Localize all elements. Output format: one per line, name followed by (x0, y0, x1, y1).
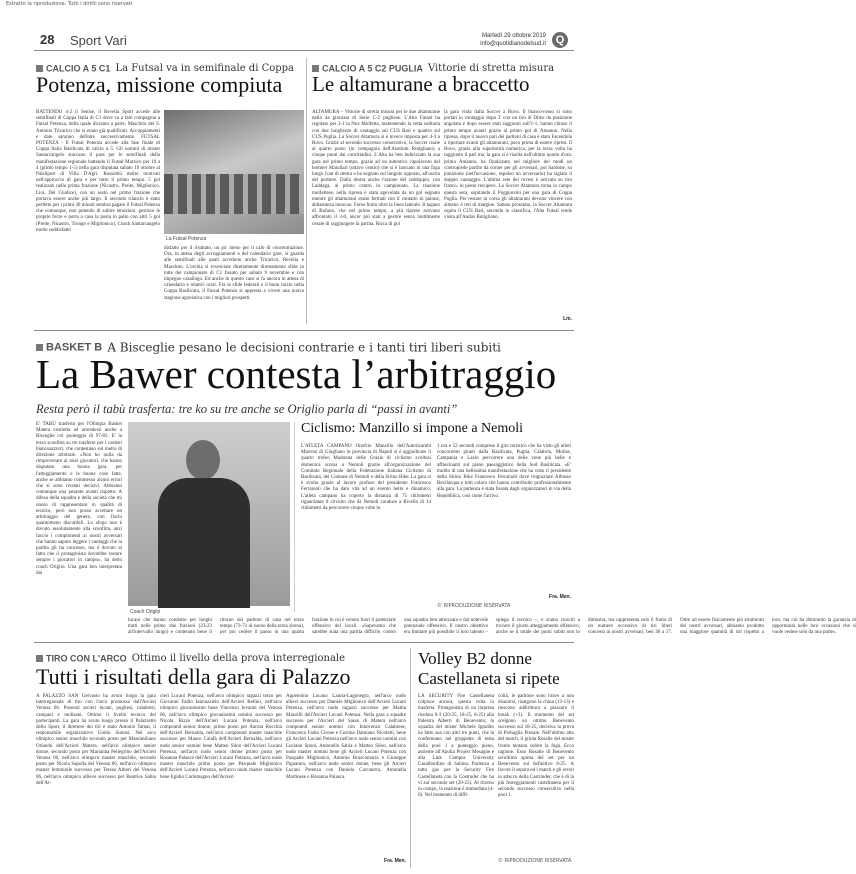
column-divider (410, 648, 411, 868)
square-bullet-icon (312, 65, 319, 72)
story2-body-a: ALTAMURA – Vittorie di stretta misura per le due altamurane nella 4a giornata di Serie C-2 pugliese. L'Alta Futsal ha regolato per 3-1 la Nox Molfetta, mantenendo la vetta solitaria con due lunghezze di vantaggio sul CUS Bari e quattro sul CUS Puglia. La Soccer Altamura si è invece imposta per 4-3 a Ruvo. Grazie al secondo successo consecutivo, la Soccer risale al quarto posto (in compagnia dell'Azetium Rutigliano) a cinque punti dai concittadini. L'Alta ha ben indirizzato la sua gara nel primo tempo, grazie ad un autentico capolavoro del bomber Maiullari (ottavo centro) che si è lanciato in una fuga lungo l'out di destra e ha segnato sul lungolo opposto, all'uscita del portiere. Dalla destra anche l'azione del raddoppio, con Laddaga, al primo centro in campionato. La reazione molfettese, nella ripresa è stata agevolata da un gol segnato mentre gli altamurani erano fermati con il contatto in palone, abbastanza innocuo. Forse finito oltre la linea laterale. Il tagano di Bufano, che nel primo tempo, a più riprese avevano affrontato il 3-0, ancor più stati a gestire senza inutilmente cesale di raggiungere la partita. Ricca di gol (312, 110, 440, 227)
date: Martedì 29 ottobre 2019 (481, 33, 546, 39)
cycling-box (294, 422, 576, 612)
story3-body-mid: lucani che hanno condotto per lunghi tratti nelle prime due frazioni (23-23 all'intervallo lungo) e contenuto bene il ritorno dei padroni di casa nel terzo tempo (73-71 al suono della terza sirena), per poi cedere il passo in una quarta frazione in cui è venuto fuori il potenziale offensivo del locali. «Sapevamo che sarebbe stata una partita difficile, contro una squadra ben attrezzata e dal notevole potenziale offensivo. Il nostro obiettivo era limitare più possibile il loro talento – spiega il tecnico –, e siamo riusciti a trovare il giusto atteggiamento difensivo, anche se il totale dei punti subiti non lo dimostra, ma rappresenta solo il frutto di un numero eccessivo di tiri liberi concessi ai nostri avversari, ben 38 a 17. Oltre ad essere fisicamente più strutturati dei nostri avversari, abbiamo prodotto una maggiore quantità di tiri rispetto a loro, ma ciò ha diminuito la garanzia di opportunità nelle loro occasioni che si vuole vedere solo da una parte». (128, 618, 856, 636)
story1-kicker: CALCIO A 5 C1 (46, 63, 111, 74)
page-number: 28 (40, 32, 55, 47)
story1-caption: La Futsal Potenza (166, 236, 207, 242)
story1-body-left: BATTENDO 4-2 il Senise, il Revelia Sport accede alle semifinali di Coppa Italia di C1 dove va a fare compagnia a Futsal Potenza, della quale diciamo a parte, Maschito del S. Antonio Tricarico che si erano già qualificati. Accoppiamenti e date saranno definite successivamente. FUTSAL POTENZA - Il Futsal Potenza accede alla fase finale di Coppa Italia Basilicata di calcio a 5. Gli uomini di mister Santarcangelo staccano il pass per le semifinali della manifestazione regionale battendo il Futsal Marsico per 10 a 4 (primo tempo 1-5) nella gara disputata sabato 19 ottobre al PalaSport di Villa D'Agri. Rossoblù molto motivati nell'approccio di gara e per tutto il primo tempo. 5 gol realizzati nella prima frazione (Nicastro, Preite, Miglionico, Lioi, Del Giudice), con un sesto nel primo frazione che portava essere anche più largo. Il secondo rilancio è stato perfetto per i primi 30 minuti sembra pagare il Futsal Potenza che comunque, non potendo di subire emozioni, gestisce le proprie forze e porta a casa la posta in palio con altri 5 gol (Preite, Nicastro, Trongo e Miglionico). Coach Santarcangelo molto soddisfatto (36, 110, 160, 233)
cycling-body-b: 1 ora e 52 secondi comprese il giro turistico che ha visto gli atleti concorrenti giunti dalla Basilicata, Puglia, Calabria, Molise, Campania e Lazio percorrere una delle zone più belle e affascinanti sul piano paesaggistico della Sud Basilicata. «E' tradito di una bellissima manifestazione che ha visto il presidente della Sirino Bike Francesco Ferrainoli dove ringraziare Alfonso Bevilacqua e tutti coloro che hanno contribuito professionalmente alla gara. La partenza è stata fissata dagli organizzatori in via della Repubblica, così come l'arrivo. (437, 444, 571, 499)
story1-photo (164, 110, 304, 234)
story4-body-b: cieri Lucani Potenza, nell'arco olimpico ragazzi terzo per Giovanni Fadio Iannuzzielo dell'Arcieri Bellini, nell'arco olimpico giovanissimi bene Vincenzo Iovanni del Venosa 06, nell'arco olimpico giovanissimi uomini successo per Nicola Rizzo dell'Arcieri Lucani Potenza, nell'arco compound senior donne, primo posto per Aurora Rocchia dell'Arcieri Bernalda, nell'arco compound master maschile successo per Mauro Calafà dell'Arcieri Bernalda, nell'arco nudo senior uomini bene Matteo Siloo dell'Arcieri Lucani Potenza, nell'arco nudo senior donne primo posto per Rosanna Palasca dell'Arcieri Lucani Potenza, nell'arco nudo master maschile primo posto per Pasquale Miglionico dell'Arcieri Lucani Potenza, nell'arco nudo master maschile bene Egidio Carlomagno dell'Arcieri (160, 694, 282, 780)
column-divider (306, 58, 307, 324)
story2-body-b: la gara vinta dalla Soccer a Ruvo. Il bianco-rosso si sono portati in vantaggio dopo 2' con un tiro di Dileo da posizione angolata e dopo essere stati raggiunti sull'1-1, hanno chiuso il primo tempo avanti grazie al primo gol di Amanno. Nella ripresa, dopo il nuovo pari dei padroni di casa è stato Facendola a riportare avanti gli altamurani, poco prima di essere ripresi. Il Ruvo, grazie alla superiorità numerica, per la terza volta ha raggiunto il pari ma, la gara si è risolta nell'ultimo quarto d'ora: prima Amanno, ha finalizzato nel migliore dei modi un contropiede partito da corner per gli avversari, poi Sardone, su punizione (nell'occasione, espulso un avversario) ha siglato il doppio vantaggio. L'ultima rete dei ruvesi è arrivata su tiro franco, in pieno recupero. La Soccer Altamura torna in campo questa sera, ospitando il Poggiorsini per una gara di Coppa Puglia. Per restare in corsa gli altamurani devono vincere con almeno 4 reti di margine. Sabato prossimo, la Soccer Altamura ospita il CUS Bari, secondo in classifica, l'Alta Futsal rende visita all'Audax Rutigliano. (444, 110, 572, 221)
section-rule (34, 330, 574, 331)
story4-kicker: TIRO CON L'ARCO (46, 653, 127, 664)
story5-body-b: coltà, le padrone sono brave a non disunirsi, risalgono la china (13-13) e riescono addirittura a piazzare il break (+3). Il momento del set scelgono un ottimo Benevento successo sul 18-25, decisiva la prova di Prebaglia Presale. Nell'ultimo atto del match, il grinta Rosalie del mister fronte tentano subito la fuga. Ecco ragione. Esso Rosalie di Benevento un'ultima spinta del set per un Benevento sul definitivo 8-25. A favore il separa ed i match e gli errori in attacco della Castrinder, che è di la più festeggiamenti castellaneta per il secondo successo consecutivo nella pool 1. (498, 694, 574, 799)
cycling-body-a: L'ATLETA CAMPANO Onofrio Manzillo dell'Autoricambi Marroni di Giugliano in provincia di Napoli si è aggiudicato il quarto trofeo Madonna delle Grazie di ciclismo svoltosi domenica scorsa a Nemoli grazie all'organizzazione del Comitato Regionale della Federazione Italiana Ciclismo di Basilicata, del Comune di Nemoli e della Sirino Bike. La gara si è svolta grazie al lavoro profuso del presidente Francesco Ferrainoli che ha dato vita ad un evento bello e dinamico. L'atleta campano ha coperto la distanza di 75 chilometri riguardante il circuito che da Nemoli conduce a Rivello di 14 chilometri da percorrere cinque volte in (301, 444, 431, 512)
story5-body-a: LA SECURITY Fire Castellaneta colpisce ancora, questa volta in trasferta. Protagonista di un impresa risoluta 0-3 (20-25, 18-25, 8-25) alla Palestra Alberti di Benevento, la squadra del mister Michele Ippolito ha fatto sua con altri tre punti, che la confermano nel gruppetto di testa della pool 1 a punteggio pieno, assieme all'Apulia Project Mesagne e alla Link Campus University Casalbordino di Sabina. Partenza a tutto gas per la Security Fire Castellaneta con la Costruder che ha vi sul secondo set (20-25). Al ritorno in campo, la reazione è immediata (4-0). Nel momento di diffi- (418, 694, 494, 799)
cycling-headline: Ciclismo: Manzillo si impone a Nemoli (301, 421, 524, 436)
story3-caption: Coach Origlio (130, 609, 161, 615)
email: info@quotidianodelsud.it (480, 41, 546, 47)
header-rule (34, 50, 574, 51)
square-bullet-icon (36, 655, 43, 662)
section-rule (34, 642, 574, 643)
section-title: Sport Vari (70, 33, 127, 48)
story1-kicker-text: La Futsal va in semifinale di Coppa (115, 63, 295, 74)
square-bullet-icon (36, 65, 43, 72)
square-bullet-icon (36, 344, 43, 351)
story5-headline-2: Castellaneta si ripete (418, 669, 560, 688)
story4-body-a: A PALAZZO SAN Gervasio ha avuto luogo la gara interregionale di tiro con l'arco promossa dall'Arcieri Venosa 06. Presenti arcieri lucani, pugliesi, calabresi, campani e molisani. Ottimo il livello tecnico dei partecipanti. La gara ha avuto luogo presso il Palazzetto dello Sport, il direttore dei tiri è stato Antonio Tamai, il responsabile organizzativo Giulio Sinnisi. Nel arco olimpico senior maschile secondo posto per Massimiliano Orlando dell'Arcieri Matera, nell'arco olimpico senior donne, secondo posto per Marianna Pellegrino dell'Arcieri Venosa 06, nell'arco olimpico master maschile, secondo posto per Nicola Sapolla del Venosa 06, nell'arco olimpico master femminile successo per Teresa Altieri del Venosa 06, nell'arco olimpico allieve successo per Beatrice Sabia dell'Ar- (36, 694, 156, 786)
story1-headline: Potenza, missione compiuta (36, 72, 283, 97)
story1-body-right: disfatto per il risultato, un po' meno per il calo di concentrazione. Ora, in attesa degli accoppiamenti e del calendario gare, si guarda alle semifinali alle quali accedono anche Tricarico, Revelia e Maschito. L'orchia si rovesciate direttamente direttamente sfide in tutte dei campionato di C1 fissato per sabato 9 novembre e con impegno casalingo. Ed anche in questo caso si fa ancora in attesa di calendario e relativi orari. Fra le sfide federali e il buon inizio nella Coppa Basilicata, il Futsal Potenza si appresta a vivere una nuova stagione agonistica con i migliori prospetti. (164, 246, 304, 301)
story3-kicker: BASKET B (46, 341, 103, 354)
story2-kicker-text: Vittorie di stretta misura (427, 63, 555, 74)
story4-byline: Fra. Men. (384, 858, 406, 864)
story2-headline: Le altamurane a braccetto (312, 72, 530, 96)
cycling-rights: © RIPRODUZIONE RISERVATA (437, 603, 511, 609)
story3-body-left: E' TABÙ trasferta per l'Olimpia Basket Matera costretta ad arrendersi anche a Bisceglie col punteggio di 97-83. E' la terza sconfitta su tre trasferte per i cestisti biancoazzurri, che contestano sul metro di direzione arbitrale. «Non ho nulla da rimproverare ai miei giocatori, che hanno disputato una buona gara, per l'atteggiamento e le buone cose fatte, anche se abbiamo commesso alcuni errori che si sono rivelati decisivi. Abbiamo comunque una pesante avanti rispetto. A difesa della squadra e della società che mi onoro di rappresentare in qualità di tecnico, però non posso accettare un arbitraggio del genere, con fischi quantomeno discutibili. Lo sfogo non è dovuto assolutamente alla sconfitta, anzi faccio i complimenti ai nostri avversari che hanno saputo leggere i vantaggi che la partita gli ha concesso, ma è dovuto al fatto che il protagonista dovrebbe restare sempre i giocatori in campo», ha detto coach Origlio. Una gara ben interpretata dai (36, 422, 122, 576)
story3-headline: La Bawer contesta l’arbitraggio (36, 351, 557, 397)
story2-byline: Lm. (563, 316, 572, 322)
story3-subheadline: Resta però il tabù trasferta: tre ko su tre anche se Origlio parla di “passi in avanti” (36, 402, 458, 416)
story4-kicker-text: Ottimo il livello della prova interregionale (131, 653, 346, 664)
newspaper-logo: Q (552, 32, 568, 48)
dateline (406, 32, 546, 48)
story4-body-c: Appennino Lucano Lauria-Lagonegro, nell'arco nudo allievi successo per Daniele Miglionico dell'Arcieri Lucani Potenza, nell'arco nudo ragazzi successo per Mattia Mazzilli dell'Arcieri Lucani Potenza. Nella gara a squadre successo per l'Arcieri del Sasso di Matera nell'arco compound senior uomini con Innocenzo Calabrese, Francesco Fadio Cirone e Cosimo Damiano Nicoletti, bene gli Arcieri Lucani Potenza nell'arco nudo senior uomini con Luciano Sponi, Antonello Sabia e Matteo Siloo, nell'arco nudo master uomini bene gli Arcieri Lucani Potenza con Pasquale Miglionico, Antonio Bruscomarra e Giuseppe Pignataro, nell'arco nudo senior donne, bene gli Arcieri Lucani Potenza con Daniela Carcaterra, Antonella Martinese e Rosanna Palasca. (286, 694, 406, 780)
cycling-byline: Fra. Men. (549, 594, 571, 600)
story2-kicker: CALCIO A 5 C2 PUGLIA (322, 63, 423, 74)
story3-photo (128, 422, 290, 606)
copyright-note: Estratto la riproduzione. Tutti i diritti sono riservati (6, 1, 133, 7)
story3-kicker-text: A Bisceglie pesano le decisioni contrarie e i tanti tiri liberi subiti (107, 340, 501, 355)
story5-headline-1: Volley B2 donne (418, 649, 532, 668)
story5-rights: © RIPRODUZIONE RISERVATA (498, 858, 572, 864)
story4-headline: Tutti i risultati della gara di Palazzo (36, 664, 351, 689)
